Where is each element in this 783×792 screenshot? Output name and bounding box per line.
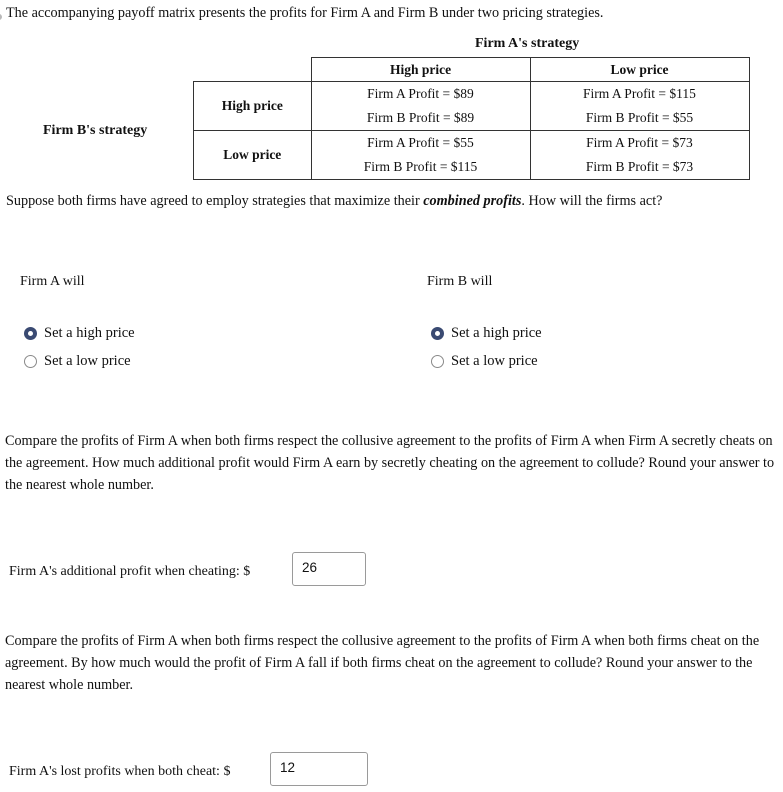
question-3: Compare the profits of Firm A when both firms respect the collusive agreement to the profits of Firm A when both firms cheat on the agreement. By how much would the profit of Firm A fall if both firms cheat on the agreement to collude? Round your answer to the nearest whole number. xyxy=(5,633,760,693)
additional-profit-input[interactable]: 26 xyxy=(292,552,366,586)
additional-profit-label: Firm A's additional profit when cheating: $ xyxy=(9,564,251,579)
col-header-high: High price xyxy=(311,58,530,82)
row-header-high: High price xyxy=(194,82,312,131)
intro-text: The accompanying payoff matrix presents the profits for Firm A and Firm B under two pricing strategies. xyxy=(6,5,604,21)
question-1-prefix: Suppose both firms have agreed to employ strategies that maximize their xyxy=(6,193,424,209)
firm-b-label: Firm B will xyxy=(427,274,493,289)
firm-a-high-price-radio[interactable] xyxy=(24,325,135,342)
lost-profit-label: Firm A's lost profits when both cheat: $ xyxy=(9,764,231,779)
row-group-label: Firm B's strategy xyxy=(43,123,148,138)
firm-a-profit: Firm A Profit = $115 xyxy=(583,86,696,101)
col-group-label: Firm A's strategy xyxy=(475,36,580,51)
payoff-matrix xyxy=(193,57,750,180)
firm-a-low-price-radio[interactable] xyxy=(24,353,131,370)
question-2: Compare the profits of Firm A when both firms respect the collusive agreement to the profits of Firm A when Firm A secretly cheats on the agreement. How much additional profit would Firm A earn by secretly cheating on the agreement to collude? Round your answer to the nearest whole number. xyxy=(5,433,775,493)
payoff-cell xyxy=(311,82,530,131)
firm-b-low-price-radio[interactable] xyxy=(431,353,538,370)
radio-empty-icon[interactable] xyxy=(24,355,37,368)
row-header-low: Low price xyxy=(194,131,312,180)
radio-label: Set a low price xyxy=(44,353,131,369)
question-1-emphasis: combined profits xyxy=(423,193,522,209)
lost-profit-input[interactable]: 12 xyxy=(270,752,368,786)
radio-label: Set a high price xyxy=(44,325,135,341)
radio-selected-icon[interactable] xyxy=(24,327,37,340)
firm-b-profit: Firm B Profit = $73 xyxy=(585,159,694,174)
question-1 xyxy=(6,193,662,210)
payoff-cell xyxy=(530,131,749,180)
col-header-low: Low price xyxy=(530,58,749,82)
payoff-cell xyxy=(530,82,749,131)
firm-a-profit: Firm A Profit = $73 xyxy=(586,135,693,150)
margin-marker xyxy=(0,14,2,20)
radio-empty-icon[interactable] xyxy=(431,355,444,368)
payoff-cell xyxy=(311,131,530,180)
firm-a-profit: Firm A Profit = $55 xyxy=(367,135,474,150)
radio-label: Set a high price xyxy=(451,325,542,341)
firm-b-profit: Firm B Profit = $115 xyxy=(363,159,478,174)
matrix-corner xyxy=(194,58,312,82)
firm-b-profit: Firm B Profit = $55 xyxy=(585,110,694,125)
firm-a-label: Firm A will xyxy=(20,274,85,289)
firm-a-profit: Firm A Profit = $89 xyxy=(367,86,474,101)
firm-b-profit: Firm B Profit = $89 xyxy=(366,110,475,125)
firm-b-high-price-radio[interactable] xyxy=(431,325,542,342)
question-1-suffix: . How will the firms act? xyxy=(521,193,663,209)
radio-label: Set a low price xyxy=(451,353,538,369)
radio-selected-icon[interactable] xyxy=(431,327,444,340)
